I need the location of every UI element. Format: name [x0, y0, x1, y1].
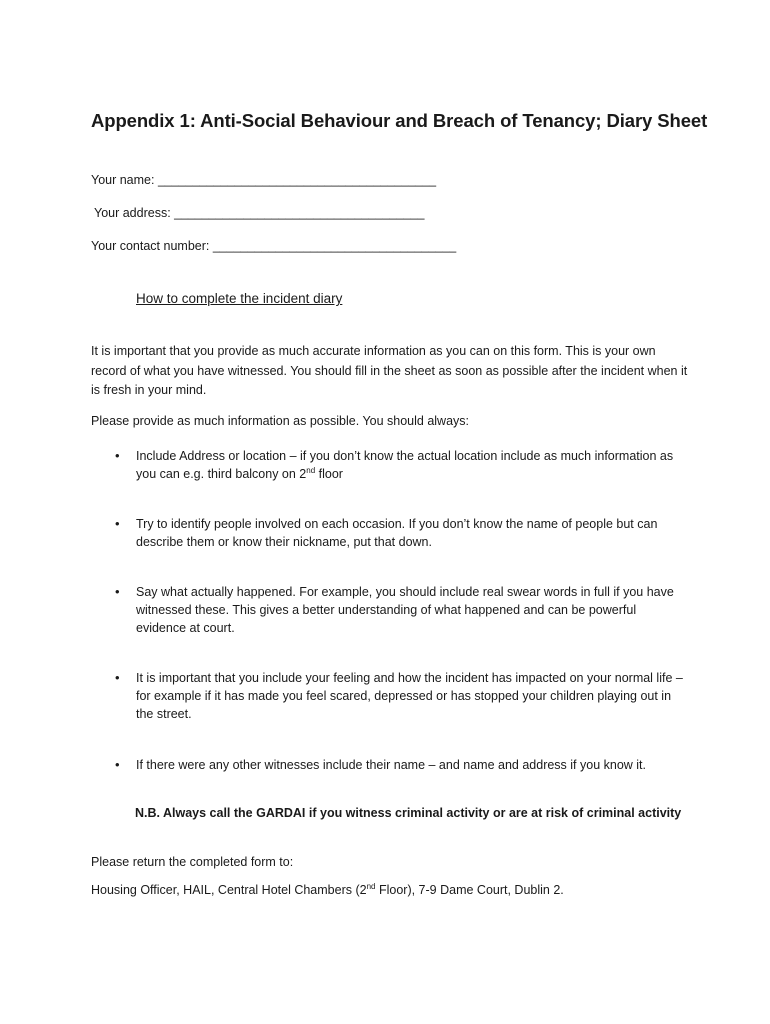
bullet-item-people: • Try to identify people involved on each occasion. If you don’t know the name of people but can describe them or know their nickname, put that down.	[136, 515, 686, 551]
bullet-item-feelings: • It is important that you include your feeling and how the incident has impacted on your normal life – for example if it has made you feel scared, depressed or has stopped your children playing out in the street.	[136, 669, 686, 723]
intro-paragraph: It is important that you provide as much accurate information as you can on this form. This is your own record of what you have witnessed. You should fill in the sheet as soon as possible after the incident when it is fresh in your mind.	[91, 344, 688, 397]
address-text: Housing Officer, HAIL, Central Hotel Chambers (2	[91, 883, 367, 897]
superscript: nd	[306, 465, 316, 475]
your-address-field: Your address: ____________________________________	[94, 206, 425, 220]
bullet-item-what-happened: • Say what actually happened. For example, you should include real swear words in full if you have witnessed these. This gives a better understanding of what happened and can be powerful evidence at court.	[136, 583, 686, 637]
return-address	[91, 883, 564, 897]
your-name-field: Your name: ________________________________________	[91, 173, 437, 187]
gardai-note: N.B. Always call the GARDAI if you witness criminal activity or are at risk of criminal activity	[135, 806, 682, 820]
section-heading: How to complete the incident diary	[136, 291, 343, 306]
superscript: nd	[366, 881, 376, 891]
address-text: Floor), 7-9 Dame Court, Dublin 2.	[375, 883, 564, 897]
contact-number-field: Your contact number: ___________________________________	[91, 239, 457, 253]
bullet-text: Include Address or location – if you don’t know the actual location include as much information as you can e.g. third balcony on 2	[136, 449, 674, 481]
bullet-item-location	[136, 447, 686, 483]
bullet-text: floor	[315, 467, 343, 481]
instructions-lead: Please provide as much information as possible. You should always:	[91, 414, 469, 428]
bullet-item-witnesses: • If there were any other witnesses include their name – and name and address if you know it.	[136, 756, 686, 774]
return-instructions: Please return the completed form to:	[91, 855, 294, 869]
document-title: Appendix 1: Anti-Social Behaviour and Breach of Tenancy; Diary Sheet	[91, 110, 708, 131]
